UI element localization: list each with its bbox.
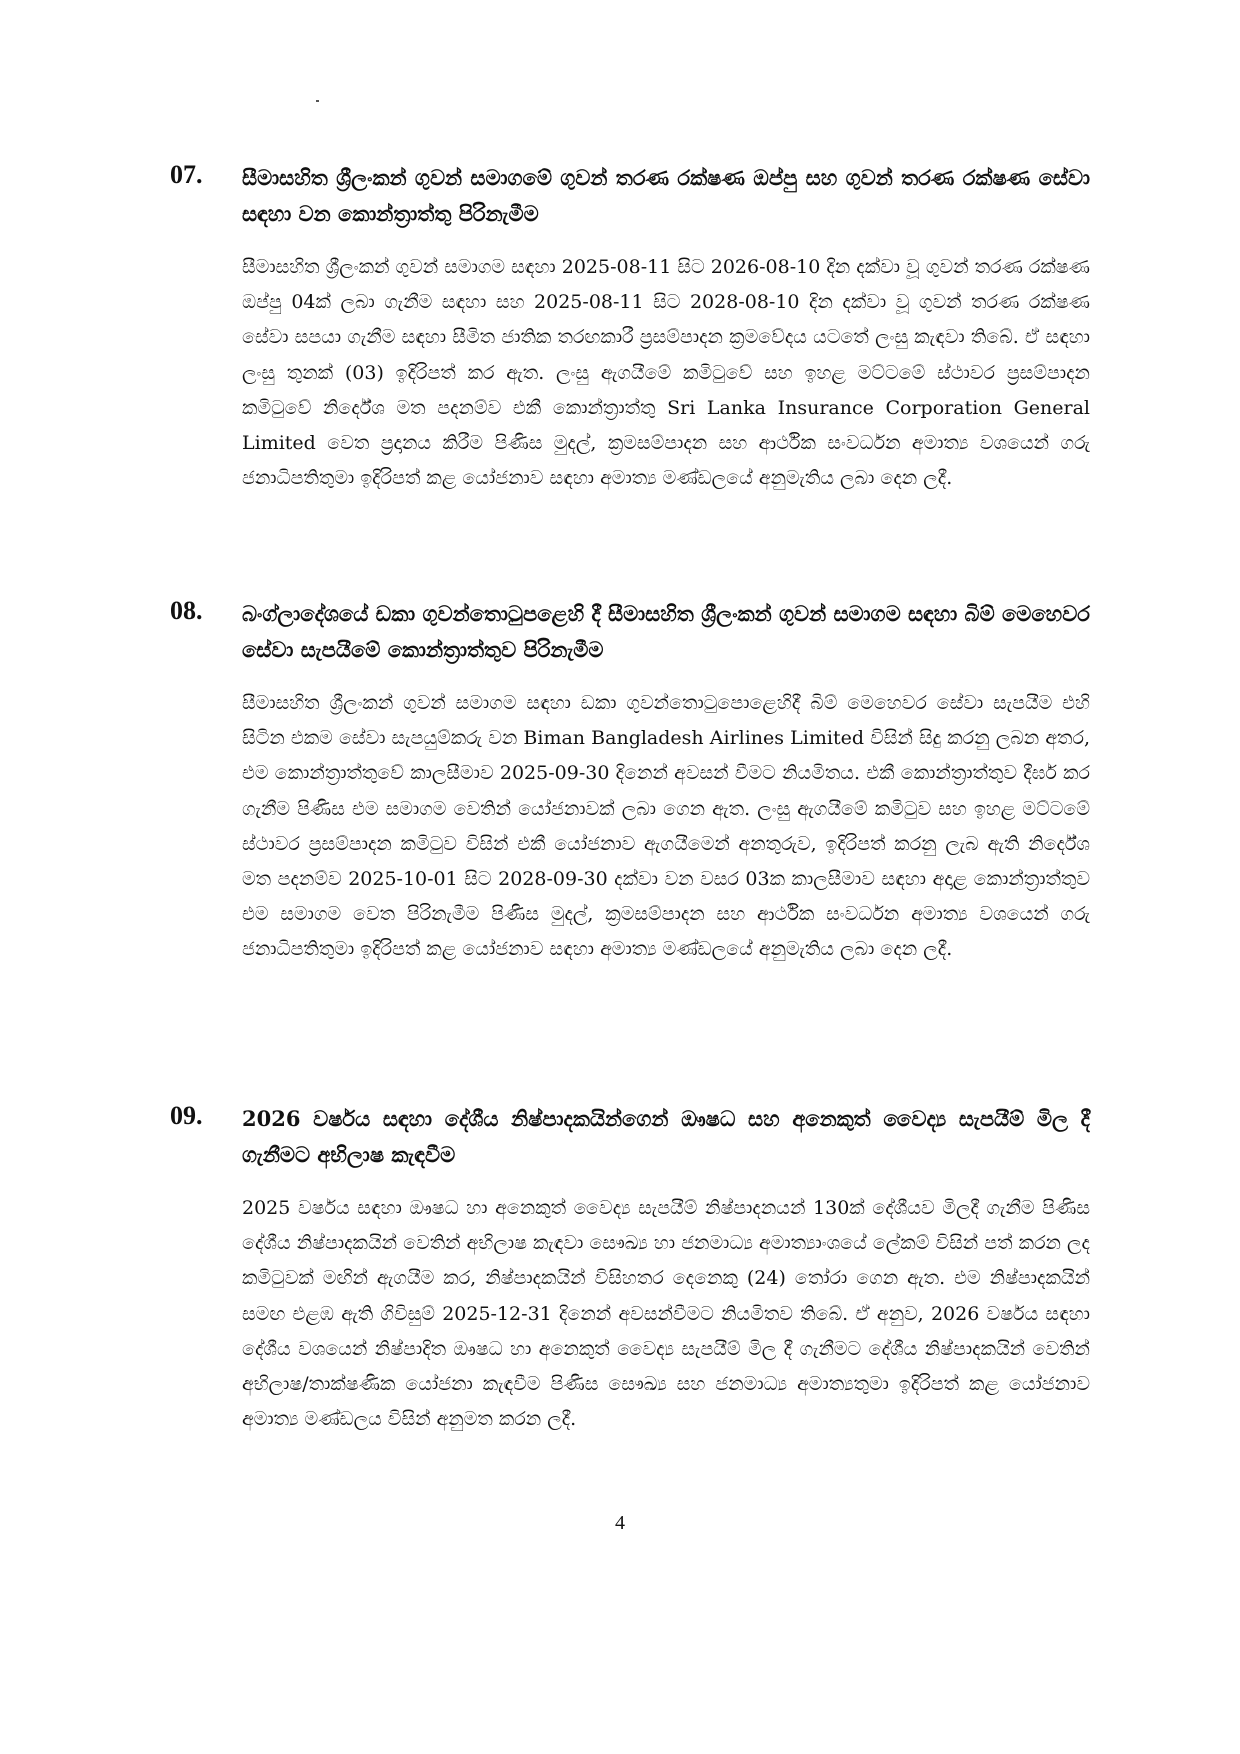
item-title: 2026 වර්ෂය සඳහා දේශීය නිෂ්පාදකයින්ගෙන් ඖෂධ සහ අනෙකුත් වෛද්‍ය සැපයීම් මිල දී ගැනීමට අභිලාෂ කැඳවීම: [242, 1106, 1090, 1167]
page-number: 4: [615, 1512, 625, 1534]
cabinet-decision-item: [170, 596, 1090, 968]
scan-speck: [316, 100, 319, 102]
item-number: 08.: [170, 596, 203, 625]
item-number: 09.: [170, 1101, 203, 1130]
item-number: 07.: [170, 160, 203, 189]
cabinet-decision-item: [170, 160, 1090, 496]
item-title: බංග්ලාදේශයේ ඩකා ගුවන්තොටුපළෙහි දී සීමාසහිත ශ්‍රීලංකන් ගුවන් සමාගම සඳහා බිම් මෙහෙවර සේවා සැපයීමේ කොන්ත්‍රාත්තුව පිරිනැමීම: [242, 601, 1090, 662]
item-body: සීමාසහිත ශ්‍රීලංකන් ගුවන් සමාගම සඳහා 2025-08-11 සිට 2026-08-10 දින දක්වා වූ ගුවන් තරණ රක්ෂණ ඔප්පු 04ක් ලබා ගැනීම සඳහා සහ 2025-08-11 සිට 2028-08-10 දින දක්වා වූ ගුවන් තරණ රක්ෂණ සේවා සපයා ගැනීම සඳහා සීමිත ජාතික තරඟකාරී ප්‍රසම්පාදන ක්‍රමවේදය යටතේ ලංසු කැඳවා තිබේ. ඒ සඳහා ලංසු තුනක් (03) ඉදිරිපත් කර ඇත. ලංසු ඇගයීමේ කමිටුවේ සහ ඉහළ මට්ටමේ ස්ථාවර ප්‍රසම්පාදන කමිටුවේ නිර්දේශ මත පදනම්ව එකී කොන්ත්‍රාත්තු Sri Lanka Insurance Corporation General Limited වෙත ප්‍රදානය කිරීම පිණිස මුදල්, ක්‍රමසම්පාදන සහ ආර්ථික සංවර්ධන අමාත්‍ය වශයෙන් ගරු ජනාධිපතිතුමා ඉදිරිපත් කළ යෝජනාව සඳහා අමාත්‍ය මණ්ඩලයේ අනුමැතිය ලබා දෙන ලදී.: [242, 256, 1090, 490]
item-body: සීමාසහිත ශ්‍රීලංකන් ගුවන් සමාගම සඳහා ඩකා ගුවන්තොටුපොළෙහිදී බිම් මෙහෙවර සේවා සැපයීම එහි සිටින එකම සේවා සැපයුම්කරු වන Biman Bangladesh Airlines Limited විසින් සිදු කරනු ලබන අතර, එම කොන්ත්‍රාත්තුවේ කාලසීමාව 2025-09-30 දිනෙන් අවසන් වීමට නියමිතය. එකී කොන්ත්‍රාත්තුව දීර්ඝ කර ගැනීම පිණිස එම සමාගම වෙතින් යෝජනාවක් ලබා ගෙන ඇත. ලංසු ඇගයීමේ කමිටුව සහ ඉහළ මට්ටමේ ස්ථාවර ප්‍රසම්පාදන කමිටුව විසින් එකී යෝජනාව ඇගයීමෙන් අනතුරුව, ඉදිරිපත් කරනු ලැබ ඇති නිර්දේශ මත පදනම්ව 2025-10-01 සිට 2028-09-30 දක්වා වන වසර 03ක කාලසීමාව සඳහා අදාළ කොන්ත්‍රාත්තුව එම සමාගම වෙත පිරිනැමීම පිණිස මුදල්, ක්‍රමසම්පාදන සහ ආර්ථික සංවර්ධන අමාත්‍ය වශයෙන් ගරු ජනාධිපතිතුමා ඉදිරිපත් කළ යෝජනාව සඳහා අමාත්‍ය මණ්ඩලයේ අනුමැතිය ලබා දෙන ලදී.: [242, 692, 1090, 961]
item-title: සීමාසහිත ශ්‍රීලංකන් ගුවන් සමාගමේ ගුවන් තරණ රක්ෂණ ඔප්පු සහ ගුවන් තරණ රක්ෂණ සේවා සඳහා වන කොන්ත්‍රාත්තු පිරිනැමීම: [242, 165, 1090, 226]
cabinet-decision-item: [170, 1101, 1090, 1437]
item-body: 2025 වර්ෂය සඳහා ඖෂධ හා අනෙකුත් වෛද්‍ය සැපයීම් නිෂ්පාදනයන් 130ක් දේශීයව මිලදී ගැනීම පිණිස දේශීය නිෂ්පාදකයින් වෙතින් අභිලාෂ කැඳවා සෞඛ්‍ය හා ජනමාධ්‍ය අමාත්‍යාංශයේ ලේකම් විසින් පත් කරන ලද කමිටුවක් මඟින් ඇගයීම කර, නිෂ්පාදකයින් විසිහතර දෙනෙකු (24) තෝරා ගෙන ඇත. එම නිෂ්පාදකයින් සමඟ එළඹ ඇති ගිවිසුම් 2025-12-31 දිනෙන් අවසන්වීමට නියමිතව තිබේ. ඒ අනුව, 2026 වර්ෂය සඳහා දේශීය වශයෙන් නිෂ්පාදිත ඖෂධ හා අනෙකුත් වෛද්‍ය සැපයීම් මිල දී ගැනීමට දේශීය නිෂ්පාදකයින් වෙතින් අභිලාෂ/තාක්ෂණික යෝජනා කැඳවීම පිණිස සෞඛ්‍ය සහ ජනමාධ්‍ය අමාත්‍යතුමා ඉදිරිපත් කළ යෝජනාව අමාත්‍ය මණ්ඩලය විසින් අනුමත කරන ලදී.: [242, 1197, 1090, 1431]
